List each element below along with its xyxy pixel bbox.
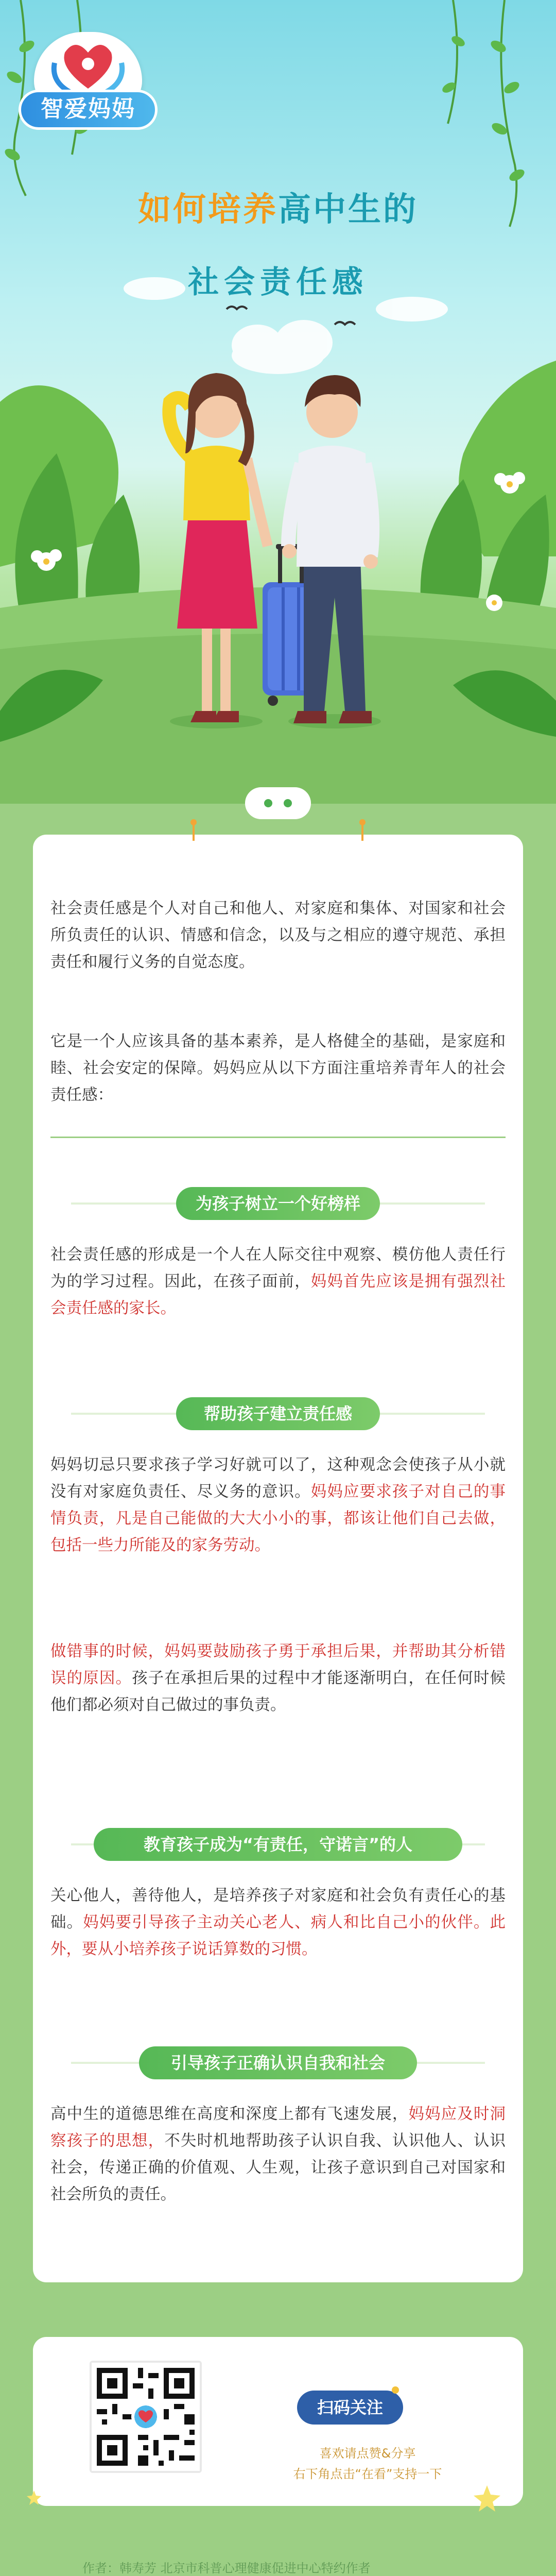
scan-follow-button[interactable]: 扫码关注 <box>297 2391 403 2425</box>
watching-text: 右下角点击“在看”支持一下 <box>293 2467 442 2481</box>
section-4-paragraph <box>50 2101 506 2208</box>
section-heading-4 <box>33 2046 523 2079</box>
section-2-paragraph-1 <box>50 1452 506 1559</box>
article-card <box>33 835 523 2282</box>
credits <box>82 2553 525 2576</box>
section-4-highlight: 妈妈应及时洞察孩子的思想， <box>50 2105 506 2150</box>
brand-logo <box>19 32 158 135</box>
logo-text: 智爱妈妈 <box>19 90 158 130</box>
pin-icon <box>190 819 197 842</box>
section-divider <box>50 1137 506 1138</box>
credit-author: 作者：韩寿芳 北京市科普心理健康促进中心特约作者 <box>82 2561 371 2575</box>
carousel-dots <box>245 787 311 819</box>
section-2-highlight: 妈妈应要求孩子对自己的事情负责，凡是自己能做的大大小小的事，都该让他们自己去做，包括一些力所能及的家务劳动。 <box>50 1483 506 1554</box>
section-heading-label: 引导孩子正确认识自我和社会 <box>139 2046 417 2079</box>
intro-paragraph-1: 社会责任感是个人对自己和他人、对家庭和集体、对国家和社会所负责任的认识、情感和信念，以及与之相应的遵守规范、承担责任和履行义务的自觉态度。 <box>50 900 506 971</box>
section-heading-2 <box>33 1397 523 1430</box>
section-2-text: 妈妈切忌只要求孩子学习好就可以了，这种观念会使孩子从小就没有对家庭负责任、尽义务的意识。 <box>50 1456 506 1501</box>
section-3-text: 关心他人，善待他人，是培养孩子对家庭和社会负有责任心的基础。 <box>50 1887 506 1931</box>
qr-code[interactable] <box>90 2361 202 2473</box>
intro-paragraph-2: 它是一个人应该具备的基本素养，是人格健全的基础，是家庭和睦、社会安定的保障。妈妈应从以下方面注重培养青年人的社会责任感： <box>50 1032 506 1104</box>
section-4-text-2: 不失时机地帮助孩子认识自我、认识他人、认识社会，传递正确的价值观、人生观，让孩子意识到自己对国家和社会所负的责任。 <box>50 2132 506 2204</box>
section-heading-label: 帮助孩子建立责任感 <box>176 1397 380 1430</box>
hero-banner <box>0 0 556 804</box>
section-3-highlight: 妈妈要引导孩子主动关心老人、病人和比自己小的伙伴。此外，要从小培养孩子说话算数的习惯。 <box>50 1913 506 1958</box>
section-3-paragraph <box>50 1883 506 1963</box>
pin-icon <box>359 819 366 842</box>
section-heading-label: 教育孩子成为“有责任，守诺言”的人 <box>94 1828 462 1861</box>
title-rest: 高中生的 <box>278 191 418 229</box>
section-1-highlight: 妈妈首先应该是拥有强烈社会责任感的家长。 <box>50 1273 506 1317</box>
dot-icon <box>264 799 272 807</box>
section-heading-1 <box>33 1187 523 1220</box>
like-share-text: 喜欢请点赞&分享 <box>319 2446 416 2461</box>
section-heading-3 <box>33 1828 523 1861</box>
star-small-icon <box>26 2489 42 2506</box>
page-title-line-2: 社会责任感 <box>188 264 368 300</box>
title-highlight: 如何培养 <box>138 191 278 229</box>
qr-code-icon <box>92 2363 200 2471</box>
section-2-text-2: 孩子在承担后果的过程中才能逐渐明白，在任何时候他们都必须对自己做过的事负责。 <box>50 1669 506 1714</box>
section-2-paragraph-2 <box>50 1638 506 1719</box>
follow-card <box>33 2337 523 2506</box>
section-1-paragraph <box>50 1242 506 1322</box>
section-1-text: 社会责任感的形成是一个人在人际交往中观察、模仿他人责任行为的学习过程。因此，在孩子面前， <box>50 1246 506 1291</box>
section-2-highlight-2: 做错事的时候，妈妈要鼓励孩子勇于承担后果，并帮助其分析错误的原因。 <box>50 1642 506 1687</box>
star-icon <box>472 2483 502 2514</box>
section-heading-label: 为孩子树立一个好榜样 <box>176 1187 380 1220</box>
dot-icon <box>284 799 292 807</box>
page-title-line-1 <box>0 183 556 230</box>
section-4-text: 高中生的道德思维在高度和深度上都有飞速发展， <box>50 2105 409 2123</box>
